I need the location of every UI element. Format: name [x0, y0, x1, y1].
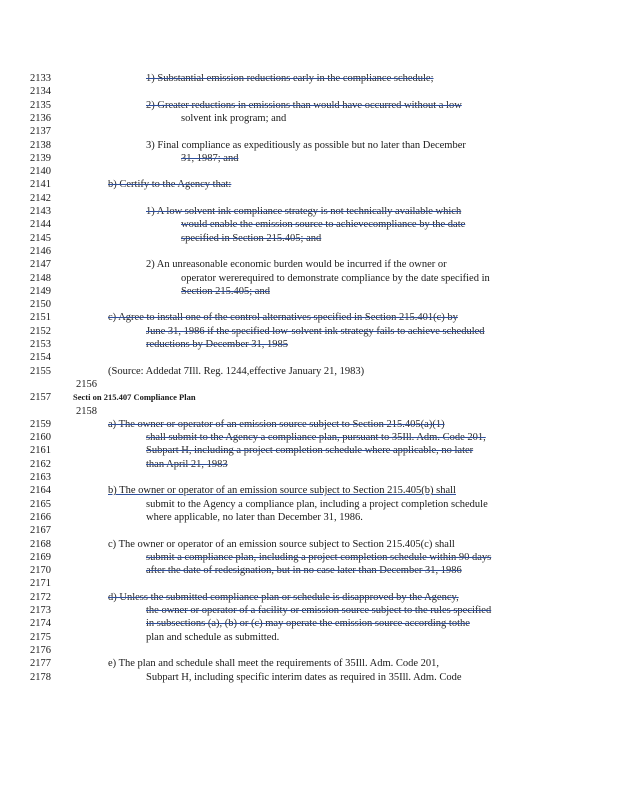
line-number: 2172	[30, 591, 51, 603]
line-text: after the date of redesignation, but in no case later than December 31, 1986	[146, 565, 462, 577]
line-number: 2155	[30, 365, 51, 377]
document-line	[0, 325, 618, 338]
line-number: 2136	[30, 112, 51, 124]
document-line	[0, 471, 618, 484]
line-number: 2164	[30, 485, 51, 497]
document-line	[0, 498, 618, 511]
line-number: 2146	[30, 245, 51, 257]
line-text: than April 21, 1983	[146, 458, 228, 470]
document-line	[0, 85, 618, 98]
line-number: 2177	[30, 658, 51, 670]
line-text: where applicable, no later than December 31, 1986.	[146, 511, 363, 523]
document-line	[0, 444, 618, 457]
document-line	[0, 125, 618, 138]
document-line	[0, 139, 618, 152]
document-line	[0, 285, 618, 298]
document-line	[0, 538, 618, 551]
line-number: 2175	[30, 631, 51, 643]
line-text: the owner or operator of a facility or emission source subject to the rules specified	[146, 605, 492, 616]
document-line	[0, 165, 618, 178]
document-line	[0, 378, 618, 391]
line-number: 2168	[30, 538, 51, 550]
line-number: 2176	[30, 644, 51, 656]
line-text: in subsections (a), (b) or (c) may operate the emission source according tothe	[146, 618, 470, 630]
line-number: 2163	[30, 472, 51, 483]
document-line	[0, 551, 618, 564]
line-number: 2173	[30, 605, 51, 616]
line-number: 2139	[30, 152, 51, 164]
document-line	[0, 591, 618, 604]
line-number: 2145	[30, 232, 51, 244]
line-number: 2165	[30, 498, 51, 510]
line-text: operator wererequired to demonstrate compliance by the date specified in	[181, 272, 490, 284]
document-line	[0, 72, 618, 85]
document-line	[0, 405, 618, 418]
line-text: 1) Substantial emission reductions early in the compliance schedule;	[146, 73, 434, 84]
document-line	[0, 99, 618, 112]
line-text: 2) An unreasonable economic burden would be incurred if the owner or	[146, 259, 447, 271]
line-text: 1) A low solvent ink compliance strategy is not technically available which	[146, 206, 462, 217]
line-number: 2141	[30, 179, 51, 191]
document-line	[0, 524, 618, 537]
line-number: 2171	[30, 578, 51, 590]
line-text: (Source: Addedat 7Ill. Reg. 1244,effective January 21, 1983)	[108, 365, 365, 377]
line-number: 2148	[30, 272, 51, 284]
line-number: 2149	[30, 285, 51, 297]
line-text: e) The plan and schedule shall meet the requirements of 35Ill. Adm. Code 201,	[108, 658, 440, 670]
document-line	[0, 365, 618, 378]
line-number: 2137	[30, 126, 51, 138]
document-line	[0, 272, 618, 285]
document-line	[0, 644, 618, 657]
document-line	[0, 311, 618, 324]
line-text: 31, 1987; and	[181, 152, 239, 164]
document-line	[0, 218, 618, 231]
line-number: 2143	[30, 206, 51, 217]
document-line	[0, 564, 618, 577]
line-text: shall submit to the Agency a compliance plan, pursuant to 35Ill. Adm. Code 201,	[146, 432, 486, 444]
line-text: d) Unless the submitted compliance plan or schedule is disapproved by the Agency,	[108, 591, 459, 603]
document-line	[0, 604, 618, 617]
document-line	[0, 657, 618, 670]
document-line	[0, 192, 618, 205]
line-number: 2169	[30, 551, 51, 563]
line-number: 2147	[30, 259, 51, 271]
document-line	[0, 245, 618, 258]
document-line	[0, 258, 618, 271]
line-text: c) The owner or operator of an emission source subject to Section 215.405(c) shall	[108, 538, 455, 550]
line-number: 2161	[30, 445, 51, 457]
line-text: submit to the Agency a compliance plan, including a project completion schedule	[146, 498, 488, 510]
line-text: b) Certify to the Agency that:	[108, 179, 232, 191]
line-number: 2170	[30, 565, 51, 577]
line-number: 2159	[30, 418, 51, 430]
document-line	[0, 577, 618, 590]
line-text: plan and schedule as submitted.	[146, 631, 280, 643]
line-number: 2134	[30, 86, 51, 98]
section-heading: Secti on 215.407 Compliance Plan	[73, 392, 196, 403]
line-text: c) Agree to install one of the control alternatives specified in Section 215.401(c) by	[108, 312, 458, 324]
line-number: 2151	[30, 312, 51, 324]
document-line	[0, 631, 618, 644]
line-text: 2) Greater reductions in emissions than would have occurred without a low	[146, 99, 462, 111]
document-line	[0, 418, 618, 431]
line-text: 3) Final compliance as expeditiously as possible but no later than December	[146, 139, 466, 151]
line-number: 2156	[76, 378, 97, 390]
document-line	[0, 617, 618, 630]
line-number: 2166	[30, 511, 51, 523]
line-text: a) The owner or operator of an emission source subject to Section 215.405(a)(1)	[108, 418, 445, 430]
document-line	[0, 511, 618, 524]
document-line	[0, 671, 618, 684]
document-line	[0, 391, 618, 404]
document-line	[0, 484, 618, 497]
document-line	[0, 112, 618, 125]
line-text: Section 215.405; and	[181, 285, 270, 297]
line-number: 2162	[30, 458, 51, 470]
document-line	[0, 232, 618, 245]
line-text: solvent ink program; and	[181, 112, 287, 124]
line-text: b) The owner or operator of an emission source subject to Section 215.405(b) shall	[108, 485, 456, 497]
document-line	[0, 205, 618, 218]
line-text: June 31, 1986 if the specified low-solvent ink strategy fails to achieve scheduled	[146, 325, 485, 337]
line-number: 2150	[30, 299, 51, 311]
document-line	[0, 338, 618, 351]
line-number: 2178	[30, 671, 51, 683]
line-text: Subpart H, including specific interim dates as required in 35Ill. Adm. Code	[146, 671, 462, 683]
document-line	[0, 431, 618, 444]
line-number: 2154	[30, 352, 51, 364]
line-number: 2167	[30, 525, 51, 537]
line-text: submit a compliance plan, including a project completion schedule within 90 days	[146, 551, 492, 563]
line-number: 2142	[30, 192, 51, 204]
line-text: Subpart H, including a project completion schedule where applicable, no later	[146, 445, 474, 457]
document-line	[0, 298, 618, 311]
line-number: 2174	[30, 618, 51, 630]
document-line	[0, 178, 618, 191]
document-line	[0, 351, 618, 364]
line-number: 2135	[30, 99, 51, 111]
document-line	[0, 458, 618, 471]
line-number: 2158	[76, 405, 97, 417]
line-text: specified in Section 215.405; and	[181, 232, 322, 244]
line-number: 2144	[30, 219, 51, 231]
line-text: reductions by December 31, 1985	[146, 339, 289, 350]
line-number: 2152	[30, 325, 51, 337]
line-number: 2133	[30, 73, 51, 84]
line-number: 2160	[30, 432, 51, 444]
line-number: 2153	[30, 339, 51, 350]
line-text: would enable the emission source to achievecompliance by the date	[181, 219, 466, 231]
document-line	[0, 152, 618, 165]
line-number: 2140	[30, 166, 51, 178]
line-number: 2157	[30, 392, 51, 404]
line-number: 2138	[30, 139, 51, 151]
